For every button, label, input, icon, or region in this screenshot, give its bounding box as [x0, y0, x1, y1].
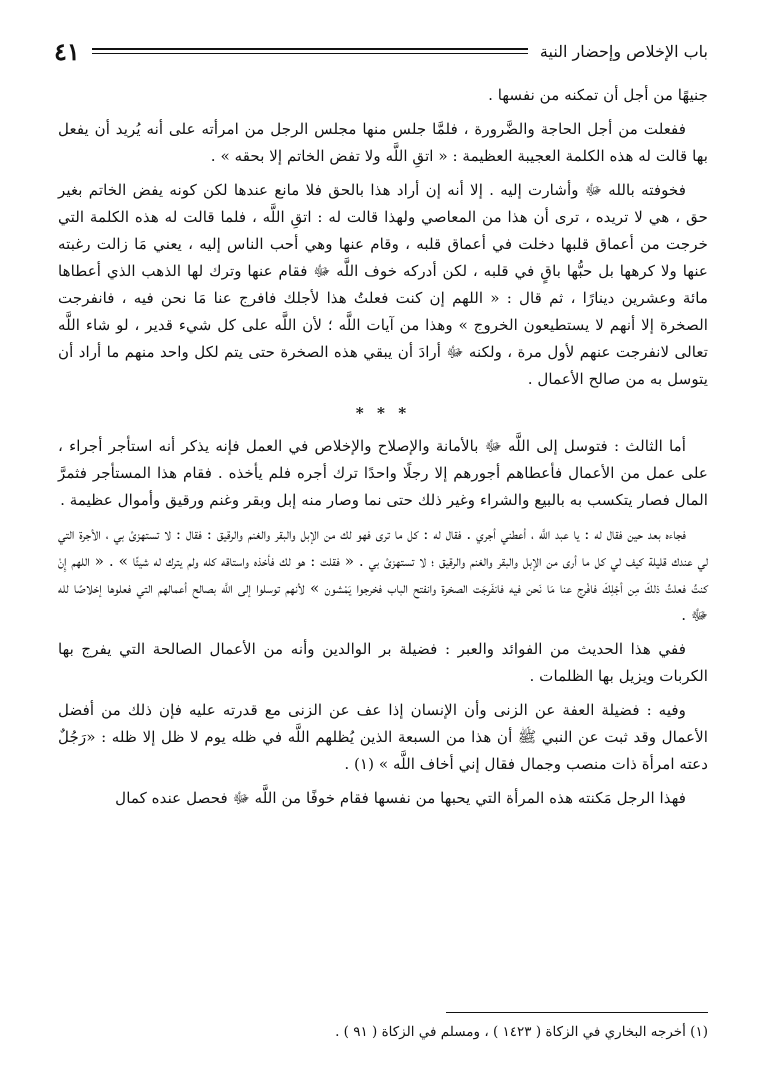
paragraph: أما الثالث : فتوسل إلى اللَّه ﷻ بالأمانة والإصلاح والإخلاص في العمل فإنه يذكر أنه استأجر أجراء ، على عمل من الأعمال فأعطاهم أجورهم إلا رجلًا واحدًا ترك أجره فلم يأخذه . فقام هذا المستأجر فثمرَّ المال فصار يتكسب به بالبيع والشراء وغير ذلك حتى نما وصار منه إبل وبقر وغنم ورقيق وأموال عظيمة .	[58, 437, 708, 509]
body-text	[58, 82, 708, 819]
footnote: (١) أخرجه البخاري في الزكاة ( ١٤٢٣ ) ، ومسلم في الزكاة ( ٩١ ) .	[335, 1024, 708, 1040]
paragraph: ففي هذا الحديث من الفوائد والعبر : فضيلة بر الوالدين وأنه من الأعمال الصالحة التي يفرج بها الكربات ويزيل بها الظلمات .	[58, 640, 708, 685]
footnote-rule	[446, 1012, 708, 1013]
paragraph: فجاءه بعد حين فقال له : يا عبد اللَّه ، أعطني أجري . فقال له : كل ما ترى فهو لك من الإبل والبقر والغنم والرقيق : فقال : لا تستهزئ بي ، الأجرة التي لي عندك قليلة كيف لي كل ما أرى من الإبل والبقر والغنم والرقيق ؛ لا تستهزئ بي . « فقلت : هو لك فأخذه واستاقه كله ولم يترك له شيئًا » . « اللهم إِنْ كنتُ فعلتُ ذلكَ مِن أجْلِكَ فافْرج عنا مَا نَحن فيه فانفَرجَت الصخرة وانفتح الباب فخرجوا يَمْشون » لأنهم توسلوا إلى اللَّه بصالح أعمالهم التي فعلوها إخلاصًا لله ﷻ .	[58, 525, 708, 624]
running-header	[54, 36, 708, 66]
page-number: ٤١	[54, 36, 80, 66]
chapter-title: باب الإخلاص وإحضار النية	[539, 41, 708, 61]
header-rule	[92, 48, 528, 54]
paragraph: فخوفته بالله ﷻ وأشارت إليه . إلا أنه إن أراد هذا بالحق فلا مانع عندها لكن كونه يفض الخاتم بغير حق ، هي لا تريده ، ترى أن هذا من المعاصي ولهذا قالت له : اتقِ اللَّه ، فلما قالت له هذه الكلمة التي خرجت من أعماق قلبها دخلت في أعماق قلبه ، وقام عنها وهي أحب الناس إليه ، يعني مَا زالت رغبته عنها ولا كرهها بل حبُّها باقٍ في قلبه ، لكن أدركه خوف اللَّه ﷻ فقام عنها وترك لها الذهب الذي أعطاها مائة وعشرين دينارًا ، ثم قال : « اللهم إن كنت فعلتُ هذا لأجلك فافرج عنا مَا نحن فيه ، فانفرجت الصخرة إلا أنهم لا يستطيعون الخروج » وهذا من آيات اللَّه ؛ لأن اللَّه على كل شيء قدير ، لو شاء اللَّه تعالى لانفرجت عنهم لأول مرة ، ولكنه ﷻ أرادَ أن يبقي هذه الصخرة حتى يتم لكل واحد منهم ما أراد أن يتوسل به من صالح الأعمال .	[58, 181, 708, 388]
paragraph: ففعلت من أجل الحاجة والضَّرورة ، فلمَّا جلس منها مجلس الرجل من امرأته على أنه يُريد أن يفعل بها قالت له هذه الكلمة العجيبة العظيمة : « اتقِ اللَّه ولا تفض الخاتم إلا بحقه » .	[58, 120, 708, 165]
paragraph: وفيه : فضيلة العفة عن الزنى وأن الإنسان إذا عف عن الزنى مع قدرته عليه فإن ذلك من أفضل الأعمال وقد ثبت عن النبي ﷺ أن هذا من السبعة الذين يُظلهم اللَّه في ظله يوم لا ظل إلا ظله : «رَجُلٌ دعته امرأة ذات منصب وجمال فقال إني أخاف اللَّه » (١) .	[58, 701, 708, 773]
paragraph: فهذا الرجل مَكنته هذه المرأة التي يحبها من نفسها فقام خوفًا من اللَّه ﷻ فحصل عنده كمال	[115, 789, 686, 807]
section-separator: * * *	[355, 404, 411, 422]
paragraph: جنيهًا من أجل أن تمكنه من نفسها .	[488, 86, 708, 104]
